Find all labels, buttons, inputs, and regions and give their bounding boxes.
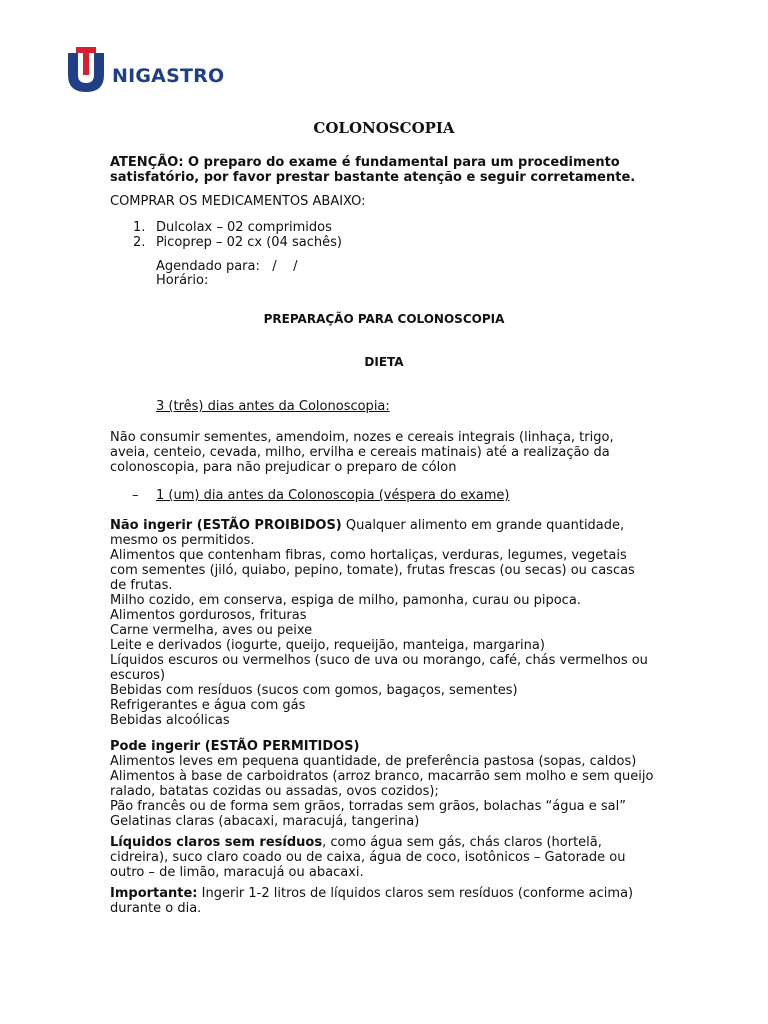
list-item — [110, 235, 655, 250]
list-item: Refrigerantes e água com gás — [110, 698, 306, 713]
not-allowed-section — [110, 518, 655, 728]
medication-text: Dulcolax – 02 comprimidos — [156, 220, 332, 235]
three-days-heading: 3 (três) dias antes da Colonoscopia: — [156, 399, 390, 414]
medication-text: Picoprep – 02 cx (04 sachês) — [156, 235, 342, 250]
unigastro-logo — [66, 45, 238, 95]
list-item: Pão francês ou de forma sem grãos, torradas sem grãos, bolachas “água e sal” — [110, 799, 626, 814]
logo-text: NIGASTRO — [112, 65, 225, 87]
not-allowed-intro — [110, 518, 655, 548]
logo-u-mark — [66, 45, 106, 93]
list-item: Alimentos à base de carboidratos (arroz branco, macarrão sem molho e sem queijo ralado, batatas cozidas ou assadas, ovos cozidos); — [110, 769, 654, 799]
list-number: 1. — [133, 220, 146, 235]
list-number: 2. — [133, 235, 146, 250]
list-item — [110, 220, 655, 235]
list-item: Carne vermelha, aves ou peixe — [110, 623, 313, 638]
allowed-label: Pode ingerir (ESTÃO PERMITIDOS) — [110, 739, 360, 754]
important-text: Ingerir 1-2 litros de líquidos claros sem resíduos (conforme acima) durante o dia. — [110, 886, 634, 916]
list-item: Alimentos gordurosos, frituras — [110, 608, 307, 623]
list-item: Alimentos que contenham fibras, como hortaliças, verduras, legumes, vegetais com sementes (jiló, quiabo, pepino, tomate), frutas frescas (ou secas) ou cascas de frutas. — [110, 548, 635, 593]
buy-medications-label: COMPRAR OS MEDICAMENTOS ABAIXO: — [110, 194, 366, 209]
attention-notice: ATENÇÃO: O preparo do exame é fundamental para um procedimento satisfatório, por favor prestar bastante atenção e seguir corretamente. — [110, 155, 636, 185]
page-title: COLONOSCOPIA — [313, 119, 455, 137]
list-item: Milho cozido, em conserva, espiga de milho, pamonha, curau ou pipoca. — [110, 593, 581, 608]
clear-liquids-paragraph — [110, 835, 655, 880]
list-item: Gelatinas claras (abacaxi, maracujá, tangerina) — [110, 814, 420, 829]
bullet-dash: – — [132, 488, 139, 503]
clear-liquids-text: , como água sem gás, chás claros (hortelã, cidreira), suco claro coado ou de caixa, água de coco, isotônicos – Gatorade ou outro – de limão, maracujá ou abacaxi. — [110, 835, 626, 880]
list-item: Bebidas com resíduos (sucos com gomos, bagaços, sementes) — [110, 683, 518, 698]
three-days-text: Não consumir sementes, amendoim, nozes e cereais integrais (linhaça, trigo, aveia, centeio, cevada, milho, ervilha e cereais matinais) até a realização da colonoscopia, para não prejudicar o preparo de cólon — [110, 430, 614, 475]
medication-list — [110, 220, 655, 250]
list-item: Alimentos leves em pequena quantidade, de preferência pastosa (sopas, caldos) — [110, 754, 637, 769]
list-item: Leite e derivados (iogurte, queijo, requeijão, manteiga, margarina) — [110, 638, 545, 653]
allowed-section — [110, 739, 655, 829]
list-item: Bebidas alcoólicas — [110, 713, 230, 728]
scheduled-for: Agendado para: / / — [156, 259, 298, 274]
important-label: Importante: — [110, 886, 198, 901]
time-label: Horário: — [156, 273, 209, 288]
not-allowed-intro-text: Qualquer alimento em grande quantidade, mesmo os permitidos. — [110, 518, 625, 548]
prep-heading: PREPARAÇÃO PARA COLONOSCOPIA — [263, 312, 505, 326]
one-day-heading: 1 (um) dia antes da Colonoscopia (véspera do exame) — [156, 488, 510, 503]
diet-heading: DIETA — [364, 355, 404, 369]
important-paragraph — [110, 886, 655, 916]
list-item: Líquidos escuros ou vermelhos (suco de uva ou morango, café, chás vermelhos ou escuros) — [110, 653, 648, 683]
not-allowed-label: Não ingerir (ESTÃO PROIBIDOS) — [110, 518, 342, 533]
clear-liquids-label: Líquidos claros sem resíduos — [110, 835, 323, 850]
